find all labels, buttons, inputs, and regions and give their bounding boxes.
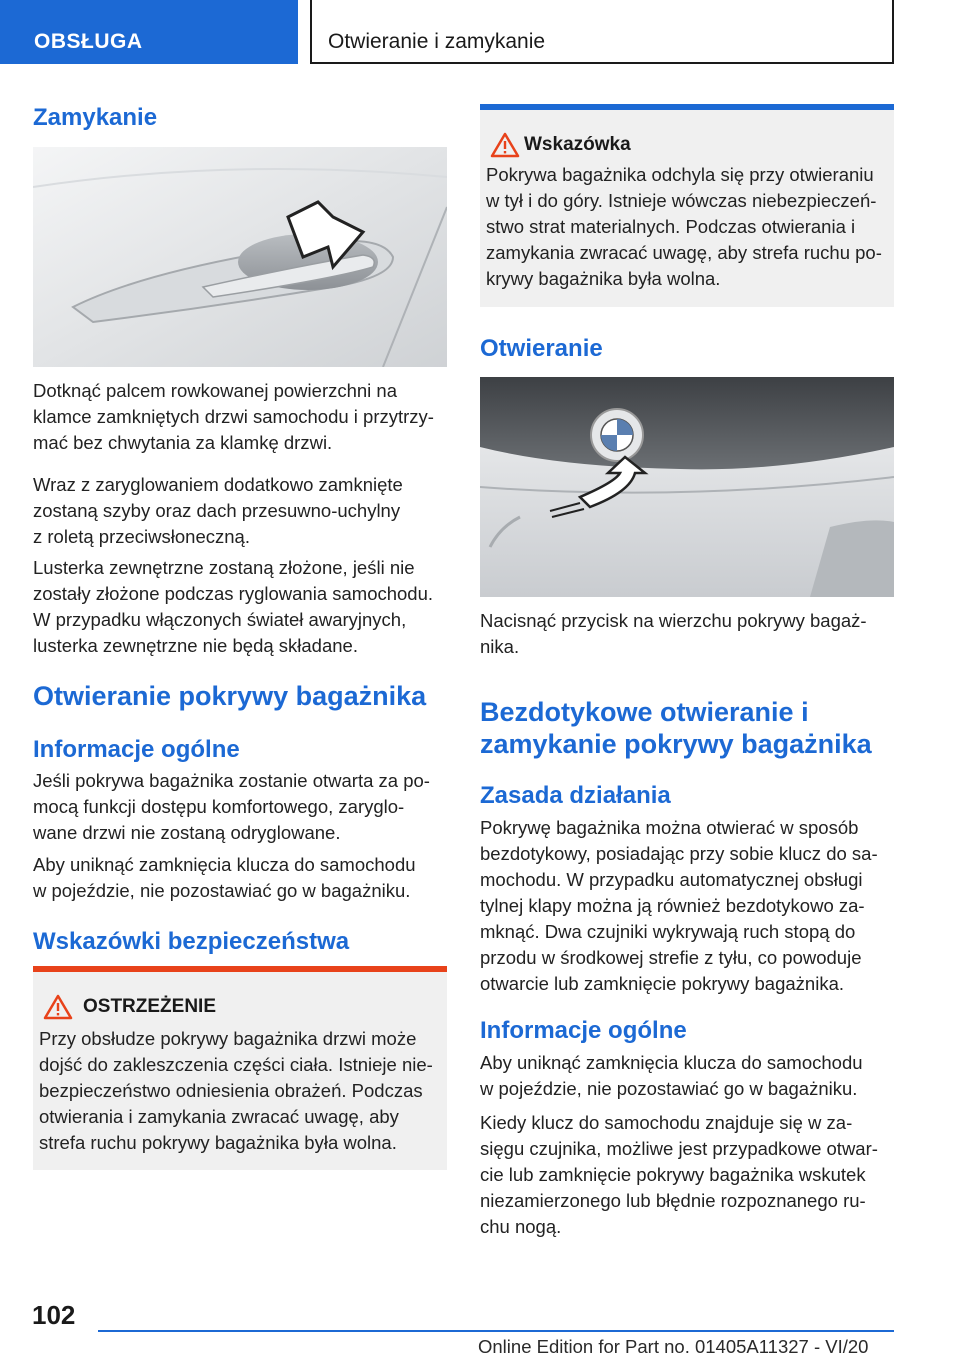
heading-safety-notes: Wskazówki bezpieczeństwa [33, 928, 350, 955]
page-number: 102 [32, 1300, 76, 1330]
heading-general-info-2: Informacje ogólne [480, 1017, 687, 1044]
heading-contactless: Bezdotykowe otwieranie i zamykanie pokrywy bagażnika [480, 697, 872, 759]
warning-box [33, 966, 447, 1170]
paragraph-mirrors: Lusterka zewnętrzne zostaną złożone, jeśli nie zostały złożone podczas ryglowania samochodu. W przypadku włączonych świateł awaryjnych, lusterka zewnętrzne nie będą składane. [33, 557, 434, 656]
paragraph-principle: Pokrywę bagażnika można otwierać w sposób bezdotykowy, posiadając przy sobie klucz do sa- mochodu. W przypadku automatycznej obsługi tylnej klapy można ją również bezdotykowo za- mknąć. Dwa czujniki wykrywają ruch stopą do przodu w środkowej strefie z tyłu, co powoduje otwarcie lub zamknięcie pokrywy bagażnika. [480, 817, 878, 994]
paragraph-comfort-access: Jeśli pokrywa bagażnika zostanie otwarta za po- mocą funkcji dostępu komfortowego, zaryglo- wane drzwi nie zostaną odryglowane. [33, 770, 430, 843]
door-handle-image [33, 147, 447, 367]
notice-box [480, 104, 894, 307]
heading-opening: Otwieranie [480, 335, 603, 362]
heading-opening-boot-lid: Otwieranie pokrywy bagażnika [33, 681, 427, 711]
warning-triangle-icon [43, 994, 73, 1020]
trunk-button-illustration [480, 377, 894, 597]
section-title: OBSŁUGA [34, 30, 143, 53]
warning-bar [33, 966, 447, 972]
paragraph-windows-close: Wraz z zaryglowaniem dodatkowo zamknięte zostaną szyby oraz dach przesuwno-uchylny z roletą przeciwsłoneczną. [33, 474, 403, 547]
paragraph-press-button: Nacisnąć przycisk na wierzchu pokrywy bagaż- nika. [480, 610, 867, 657]
paragraph-sensor-range: Kiedy klucz do samochodu znajduje się w za- sięgu czujnika, możliwe jest przypadkowe otwar- cie lub zamknięcie pokrywy bagażnika wskutek niezamierzonego lub błędnie rozpoznanego ru- chu nogą. [480, 1112, 878, 1237]
chapter-tab [310, 0, 894, 64]
heading-zamykanie: Zamykanie [33, 104, 158, 131]
section-tab [0, 0, 298, 64]
footer-edition: Online Edition for Part no. 01405A11327 - VI/20 [478, 1336, 869, 1357]
door-handle-illustration [33, 147, 447, 367]
warning-text: Przy obsłudze pokrywy bagażnika drzwi może dojść do zakleszczenia części ciała. Istnieje nie- bezpieczeństwo odniesienia obrażeń. Podczas otwierania i zamykania zwracać uwagę, aby strefa ruchu pokrywy bagażnika była wolna. [39, 1028, 433, 1153]
paragraph-touch-handle: Dotknąć palcem rowkowanej powierzchni na klamce zamkniętych drzwi samochodu i przytrzy- mać bez chwytania za klamkę drzwi. [33, 380, 434, 453]
heading-principle: Zasada działania [480, 782, 671, 809]
chapter-title: Otwieranie i zamykanie [328, 30, 546, 53]
footer-rule [98, 1330, 894, 1332]
notice-triangle-icon [490, 132, 520, 158]
heading-general-info: Informacje ogólne [33, 736, 240, 763]
trunk-button-image [480, 377, 894, 597]
notice-text: Pokrywa bagażnika odchyla się przy otwieraniu w tył i do góry. Istnieje wówczas niebezpieczeń- stwo strat materialnych. Podczas otwierania i zamykania zwracać uwagę, aby strefa ruchu po- krywy bagażnika była wolna. [486, 164, 882, 289]
notice-title: Wskazówka [524, 134, 631, 155]
paragraph-key-inside-2: Aby uniknąć zamknięcia klucza do samochodu w pojeździe, nie pozostawiać go w bagażniku. [480, 1052, 863, 1099]
warning-title: OSTRZEŻENIE [83, 996, 217, 1017]
notice-bar [480, 104, 894, 110]
paragraph-key-inside: Aby uniknąć zamknięcia klucza do samochodu w pojeździe, nie pozostawiać go w bagażniku. [33, 854, 416, 901]
